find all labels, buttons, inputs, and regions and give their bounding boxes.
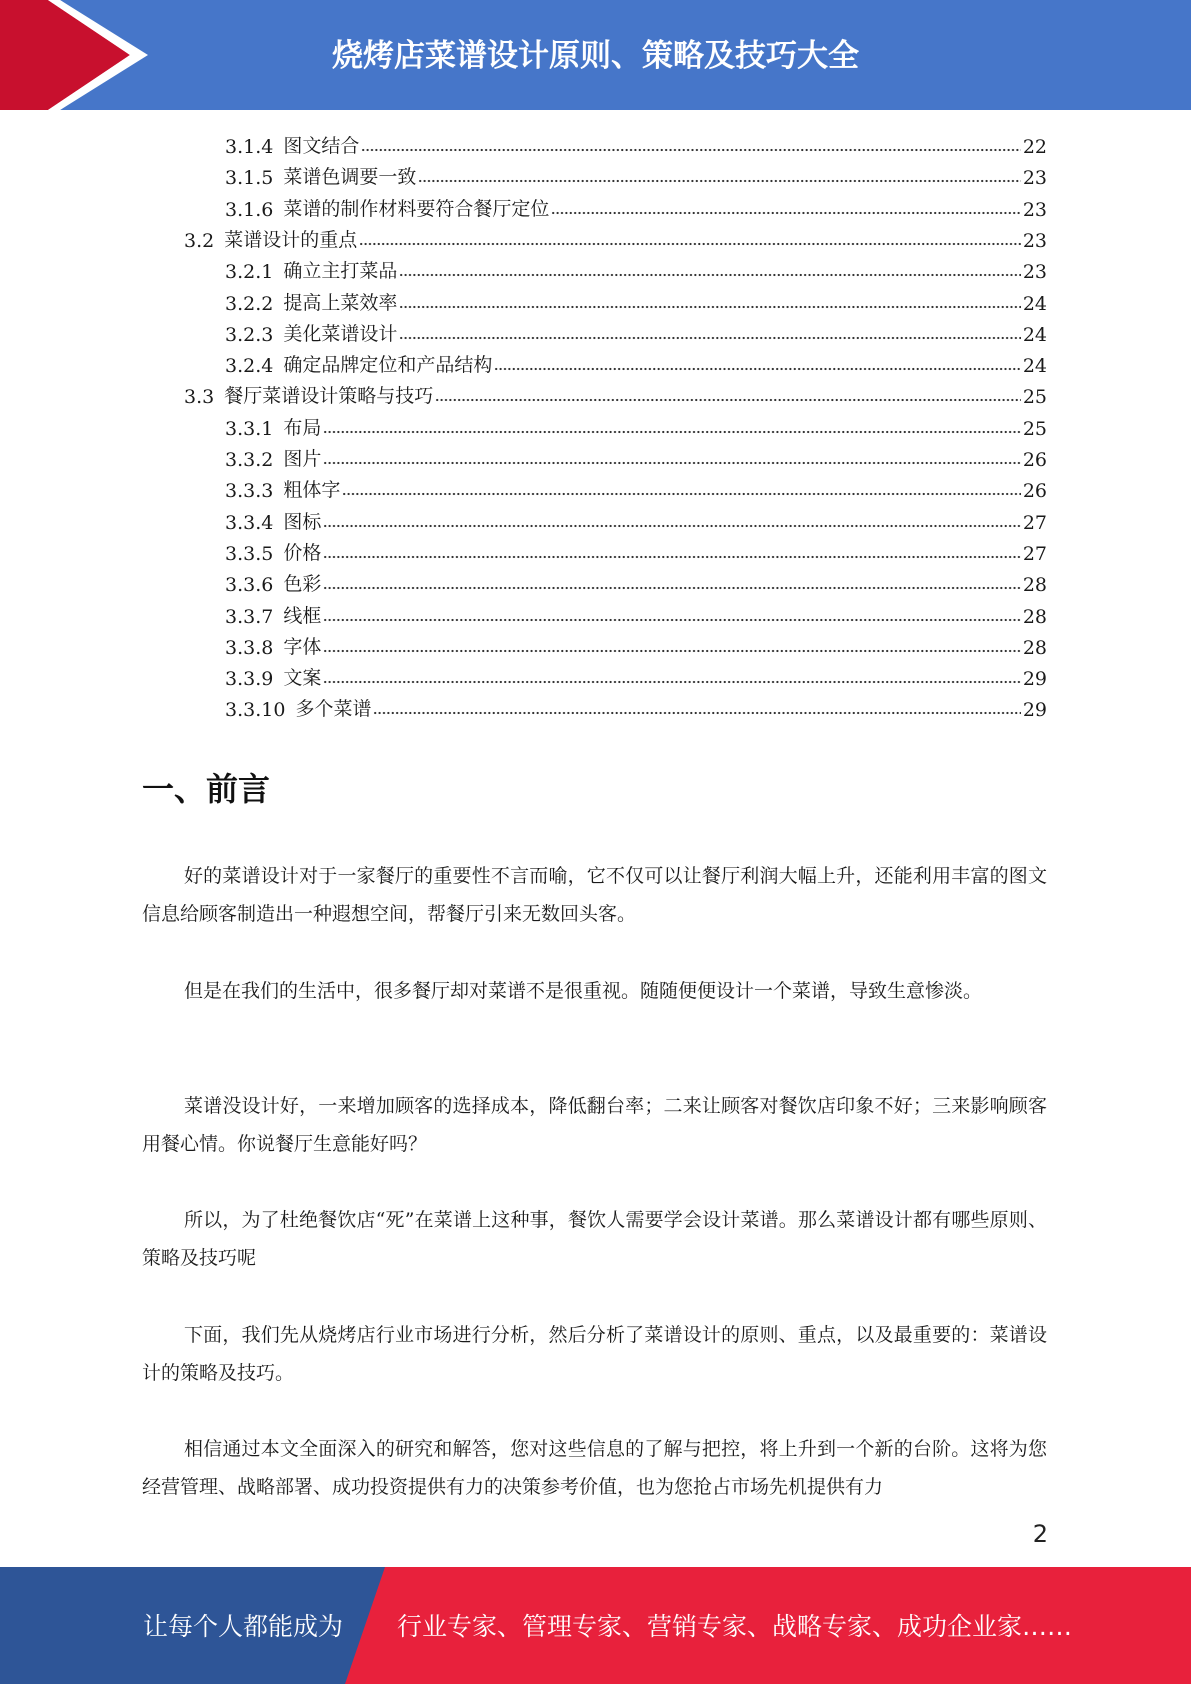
toc-entry-page: 27 bbox=[1022, 511, 1047, 534]
toc-entry-label: 餐厅菜谱设计策略与技巧 bbox=[224, 385, 434, 408]
toc-dot-leader bbox=[323, 649, 1020, 653]
toc-dot-leader bbox=[551, 211, 1020, 215]
toc-entry-number: 3.2.4 bbox=[225, 355, 274, 378]
toc-entry-number: 3.3.6 bbox=[225, 574, 274, 597]
toc-entry-label: 文案 bbox=[283, 667, 322, 690]
body-paragraph: 但是在我们的生活中，很多餐厅却对菜谱不是很重视。随随便便设计一个菜谱，导致生意惨淡。 bbox=[184, 980, 983, 1002]
toc-entry-label: 确立主打菜品 bbox=[283, 260, 398, 283]
toc-dot-leader bbox=[494, 367, 1020, 371]
toc-dot-leader bbox=[323, 586, 1020, 590]
page-header bbox=[0, 0, 1191, 110]
toc-entry-label: 图片 bbox=[283, 448, 322, 470]
toc-entry-page: 28 bbox=[1022, 574, 1047, 597]
toc-entry-label: 菜谱色调要一致 bbox=[283, 166, 417, 189]
toc-dot-leader bbox=[323, 680, 1020, 684]
document-title: 烧烤店菜谱设计原则、策略及技巧大全 bbox=[332, 38, 859, 74]
toc-entry-label: 菜谱设计的重点 bbox=[224, 228, 358, 251]
toc-entry-number: 3.3.10 bbox=[225, 699, 286, 722]
toc-entry-label: 价格 bbox=[283, 541, 322, 564]
toc-dot-leader bbox=[323, 555, 1020, 559]
toc-entry-label: 图文结合 bbox=[283, 135, 360, 157]
toc-entry-number: 3.2 bbox=[184, 229, 215, 252]
toc-entry-label: 布局 bbox=[283, 416, 322, 439]
toc-entry-label: 确定品牌定位和产品结构 bbox=[283, 354, 493, 377]
toc-entry-page: 28 bbox=[1022, 605, 1047, 628]
toc-dot-leader bbox=[359, 242, 1021, 246]
toc-dot-leader bbox=[418, 179, 1020, 183]
footer-slogan-lead: 让每个人都能成为 bbox=[143, 1612, 344, 1641]
toc-entry-label: 色彩 bbox=[283, 573, 322, 596]
page-footer bbox=[0, 1567, 1191, 1684]
toc-entry-number: 3.3.2 bbox=[225, 449, 274, 471]
toc-dot-leader bbox=[323, 461, 1020, 465]
toc-entry-page: 29 bbox=[1022, 699, 1047, 722]
toc-entry-number: 3.2.3 bbox=[225, 323, 274, 346]
toc-entry-number: 3.3.8 bbox=[225, 636, 274, 659]
body-paragraph: 好的菜谱设计对于一家餐厅的重要性不言而喻，它不仅可以让餐厅利润大幅上升，还能利用丰富的图文信息给顾客制造出一种遐想空间，帮餐厅引来无数回头客。 bbox=[142, 865, 1047, 925]
toc-dot-leader bbox=[323, 430, 1020, 434]
toc-entry-number: 3.3.4 bbox=[225, 511, 274, 534]
toc-entry-page: 24 bbox=[1022, 323, 1047, 346]
toc-entry-page: 24 bbox=[1022, 292, 1047, 315]
toc-entry-label: 提高上菜效率 bbox=[283, 291, 398, 314]
toc-dot-leader bbox=[361, 148, 1020, 152]
body-paragraph: 菜谱没设计好，一来增加顾客的选择成本，降低翻台率；二来让顾客对餐饮店印象不好；三来影响顾客用餐心情。你说餐厅生意能好吗？ bbox=[142, 1095, 1047, 1155]
toc-dot-leader bbox=[342, 492, 1020, 496]
toc-entry[interactable] bbox=[225, 191, 1047, 221]
toc-entry[interactable] bbox=[225, 128, 1047, 158]
toc-entry-label: 菜谱的制作材料要符合餐厅定位 bbox=[283, 197, 550, 220]
toc-entry-number: 3.1.5 bbox=[225, 167, 274, 190]
toc-entry[interactable] bbox=[225, 347, 1047, 377]
toc-entry-number: 3.3.5 bbox=[225, 542, 274, 565]
toc-dot-leader bbox=[399, 273, 1020, 277]
toc-entry-number: 3.3.7 bbox=[225, 605, 274, 628]
toc-entry-page: 24 bbox=[1022, 355, 1047, 378]
toc-entry[interactable] bbox=[225, 159, 1047, 189]
toc-dot-leader bbox=[435, 398, 1021, 402]
body-paragraph: 下面，我们先从烧烤店行业市场进行分析，然后分析了菜谱设计的原则、重点，以及最重要的：菜谱设计的策略及技巧。 bbox=[142, 1324, 1047, 1384]
toc-dot-leader bbox=[399, 336, 1020, 340]
toc-entry-label: 粗体字 bbox=[283, 479, 341, 502]
toc-entry-number: 3.3.9 bbox=[225, 668, 274, 691]
toc-entry-page: 26 bbox=[1022, 449, 1047, 471]
toc-entry-page: 23 bbox=[1022, 229, 1047, 252]
toc-dot-leader bbox=[373, 711, 1020, 715]
page-number: 2 bbox=[1032, 1520, 1048, 1548]
toc-entry-page: 26 bbox=[1022, 480, 1047, 503]
toc-entry-page: 23 bbox=[1022, 261, 1047, 284]
toc-entry-number: 3.1.6 bbox=[225, 198, 274, 221]
toc-entry[interactable] bbox=[225, 660, 1047, 690]
toc-entry[interactable] bbox=[184, 222, 1047, 252]
toc-entry-page: 23 bbox=[1022, 167, 1047, 190]
toc-entry[interactable] bbox=[225, 629, 1047, 659]
toc-entry[interactable] bbox=[225, 504, 1047, 534]
toc-entry-label: 线框 bbox=[283, 604, 322, 627]
toc-dot-leader bbox=[399, 305, 1020, 309]
toc-entry-label: 多个菜谱 bbox=[295, 698, 372, 721]
toc-entry[interactable] bbox=[225, 535, 1047, 565]
toc-entry-page: 25 bbox=[1022, 417, 1047, 440]
toc-dot-leader bbox=[323, 524, 1020, 528]
toc-entry-page: 28 bbox=[1022, 636, 1047, 659]
toc-entry[interactable] bbox=[225, 253, 1047, 283]
toc-entry-page: 22 bbox=[1022, 136, 1047, 158]
toc-dot-leader bbox=[323, 618, 1020, 622]
toc-entry[interactable] bbox=[225, 598, 1047, 628]
toc-entry[interactable] bbox=[225, 691, 1047, 721]
toc-entry-number: 3.3 bbox=[184, 386, 215, 409]
toc-entry-number: 3.2.2 bbox=[225, 292, 274, 315]
toc-entry[interactable] bbox=[184, 378, 1047, 408]
toc-entry[interactable] bbox=[225, 410, 1047, 440]
toc-entry[interactable] bbox=[225, 472, 1047, 502]
toc-entry-number: 3.1.4 bbox=[225, 136, 274, 158]
toc-entry-number: 3.3.1 bbox=[225, 417, 274, 440]
toc-entry-page: 27 bbox=[1022, 542, 1047, 565]
toc-entry-page: 23 bbox=[1022, 198, 1047, 221]
toc-entry-number: 3.2.1 bbox=[225, 261, 274, 284]
toc-entry[interactable] bbox=[225, 285, 1047, 315]
toc-entry-label: 美化菜谱设计 bbox=[283, 322, 398, 345]
toc-entry-page: 29 bbox=[1022, 668, 1047, 691]
toc-entry-label: 字体 bbox=[283, 635, 322, 658]
toc-entry[interactable] bbox=[225, 566, 1047, 596]
body-paragraph: 相信通过本文全面深入的研究和解答，您对这些信息的了解与把控，将上升到一个新的台阶。这将为您经营管理、战略部署、成功投资提供有力的决策参考价值，也为您抢占市场先机提供有力 bbox=[142, 1438, 1047, 1498]
toc-entry-label: 图标 bbox=[283, 510, 322, 533]
toc-entry-page: 25 bbox=[1022, 386, 1047, 409]
section-heading: 一、前言 bbox=[142, 770, 271, 808]
toc-entry[interactable] bbox=[225, 441, 1047, 471]
toc-entry[interactable] bbox=[225, 316, 1047, 346]
footer-slogan-roles: 行业专家、管理专家、营销专家、战略专家、成功企业家…… bbox=[397, 1612, 1073, 1641]
toc-entry-number: 3.3.3 bbox=[225, 480, 274, 503]
body-paragraph: 所以，为了杜绝餐饮店“死”在菜谱上这种事，餐饮人需要学会设计菜谱。那么菜谱设计都有哪些原则、策略及技巧呢 bbox=[142, 1209, 1047, 1269]
